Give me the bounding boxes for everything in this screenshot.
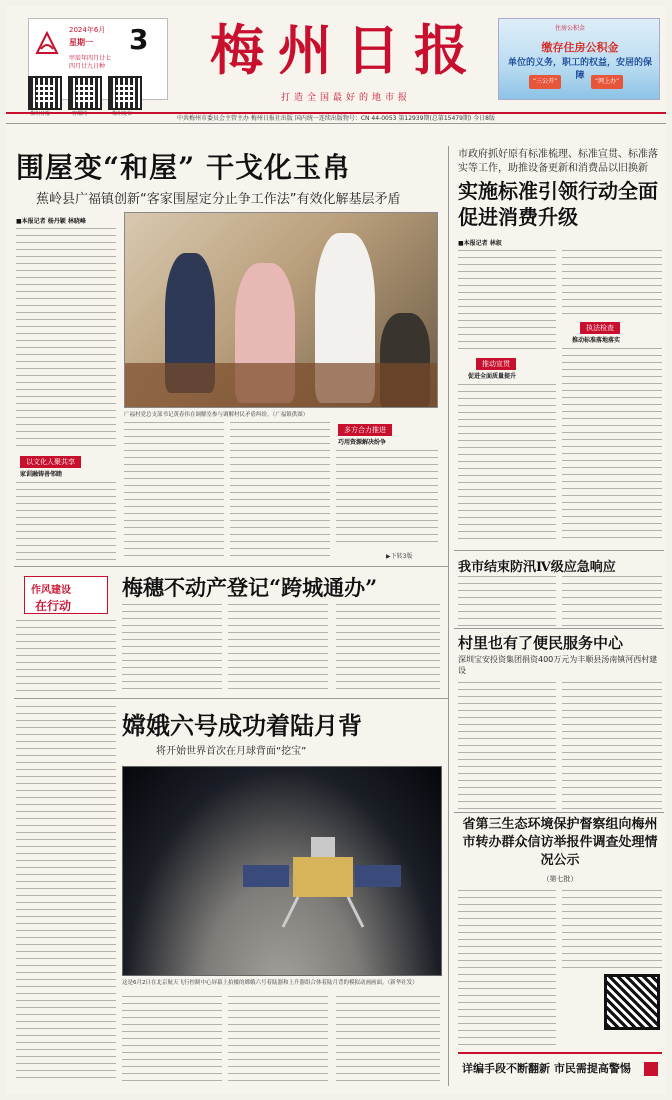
lead-photo[interactable] xyxy=(124,212,438,408)
middle-body-text xyxy=(336,604,440,692)
ad-headline: 缴存住房公积金 xyxy=(541,41,619,54)
qr-code-icon[interactable] xyxy=(108,76,142,110)
qr-caption: 客都网 xyxy=(72,111,88,117)
newspaper-logo-icon xyxy=(33,29,61,57)
flood-response-headline[interactable]: 我市结束防汛Ⅳ级应急响应 xyxy=(458,560,616,575)
ad-brand: 住房公积金 xyxy=(555,25,586,32)
qr-code-icon[interactable] xyxy=(604,974,660,1030)
ad-button[interactable]: “三公开” xyxy=(529,75,561,89)
section-tag: 推动宣贯 xyxy=(476,358,516,370)
lead-body-text xyxy=(124,422,224,560)
lead-byline: ■本报记者 杨丹颖 林晓峰 xyxy=(16,218,86,225)
date-year-month: 2024年6月 xyxy=(69,26,106,34)
flood-body-text xyxy=(562,576,662,626)
inspection-body-text xyxy=(458,890,556,1046)
qr-code-icon[interactable] xyxy=(68,76,102,110)
section-subtitle: 巧用资源解决纷争 xyxy=(338,439,387,446)
change6-body-text xyxy=(16,706,116,1082)
day-number: 3 xyxy=(129,23,149,56)
flood-body-text xyxy=(458,576,556,626)
inspection-body-text xyxy=(562,890,662,970)
lead-subhead: 蕉岭县广福镇创新“客家围屋定分止争工作法”有效化解基层矛盾 xyxy=(36,192,401,207)
service-body-text xyxy=(562,682,662,810)
footer-headline[interactable]: 详编手段不断翻新 市民需提高警惕 xyxy=(462,1062,631,1075)
middle-body-text xyxy=(122,604,222,692)
right-body-text xyxy=(562,250,662,316)
newspaper-slogan: 打造全国最好的地市报 xyxy=(280,93,411,103)
masthead xyxy=(6,6,666,124)
change6-body-text xyxy=(228,996,328,1082)
qr-caption: 梅州发布 xyxy=(112,111,133,117)
right-byline: ■本报记者 林叙 xyxy=(458,240,502,247)
middle-body-text xyxy=(16,620,116,692)
continued-link[interactable]: ▶下转3版 xyxy=(386,553,413,560)
section-subtitle: 推动标准落地落实 xyxy=(572,337,621,344)
newspaper-page xyxy=(6,6,666,1094)
ad-subline: 单位的义务，职工的权益，安居的保障 xyxy=(507,58,652,81)
page-marker-icon xyxy=(644,1062,658,1076)
right-kicker: 市政府抓好原有标准梳理、标准宣贯、标准落实等工作，助推设备更新和消费品以旧换新 xyxy=(458,149,658,174)
change6-body-text xyxy=(122,996,222,1082)
service-center-subhead: 深圳宝安投资集团捐资400万元为丰顺县汤南镇河西村建设 xyxy=(458,655,658,675)
middle-body-text xyxy=(228,604,328,692)
service-center-headline[interactable]: 村里也有了便民服务中心 xyxy=(458,634,624,652)
section-subtitle: 家训融铸善邻睦 xyxy=(20,471,63,478)
lead-body-text xyxy=(230,422,330,560)
lander-icon xyxy=(123,767,442,976)
service-body-text xyxy=(458,682,556,810)
lead-body-text xyxy=(16,482,116,562)
property-registration-headline[interactable]: 梅穗不动产登记“跨城通办” xyxy=(122,575,378,600)
badge-line-2: 在行动 xyxy=(35,599,72,613)
lead-body-text xyxy=(16,228,116,452)
publication-info: 中共梅州市委员会主管主办 梅州日报社出版 国内统一连续出版物号：CN 44-0053 第12939期(总第15479期) 今日8版 xyxy=(6,112,666,124)
housing-fund-ad[interactable] xyxy=(498,18,660,100)
lead-photo-caption: 广福村党总支部书记黄春伟在调解室参与调解村民矛盾纠纷。（广福镇供图） xyxy=(124,412,309,418)
section-tag: 以文化人聚共享 xyxy=(20,456,81,468)
section-tag: 执法检查 xyxy=(580,322,620,334)
lunar-lander-photo[interactable] xyxy=(122,766,442,976)
weekday: 星期一 xyxy=(69,38,93,47)
qr-code-icon[interactable] xyxy=(28,76,62,110)
inspection-subhead: （第七批） xyxy=(542,875,578,883)
qr-caption: 梅州日报 xyxy=(30,111,51,117)
change6-headline[interactable]: 嫦娥六号成功着陆月背 xyxy=(122,711,362,740)
lunar-date: 甲辰年四月廿七 xyxy=(69,55,112,62)
lunar-photo-caption: 这是6月2日在北京航天飞行控制中心屏幕上拍摄的嫦娥六号着陆器和上升器组合体着陆月背的模拟动画画面。（新华社发） xyxy=(122,980,418,986)
inspection-headline[interactable]: 省第三生态环境保护督察组向梅州市转办群众信访举报件调查处理情况公示 xyxy=(462,817,658,868)
lunar-date-2: 四月廿九日种 xyxy=(69,63,106,70)
right-body-text xyxy=(458,250,556,354)
footer-bar xyxy=(458,1052,662,1078)
right-body-text xyxy=(458,384,556,544)
style-campaign-badge xyxy=(24,576,108,614)
badge-line-1: 作风建设 xyxy=(31,585,71,596)
ad-button[interactable]: “网上办” xyxy=(591,75,623,89)
change6-subhead: 将开始世界首次在月球背面“挖宝” xyxy=(156,746,307,757)
lead-headline[interactable]: 围屋变“和屋” 干戈化玉帛 xyxy=(16,151,351,184)
right-body-text xyxy=(562,348,662,544)
lead-body-text xyxy=(336,450,438,548)
section-tag: 多方合力推进 xyxy=(338,424,392,436)
newspaper-title: 梅州日报 xyxy=(210,18,482,82)
section-subtitle: 促进全面质量提升 xyxy=(468,373,517,380)
right-headline[interactable]: 实施标准引领行动全面促进消费升级 xyxy=(458,179,658,229)
change6-body-text xyxy=(336,996,440,1082)
